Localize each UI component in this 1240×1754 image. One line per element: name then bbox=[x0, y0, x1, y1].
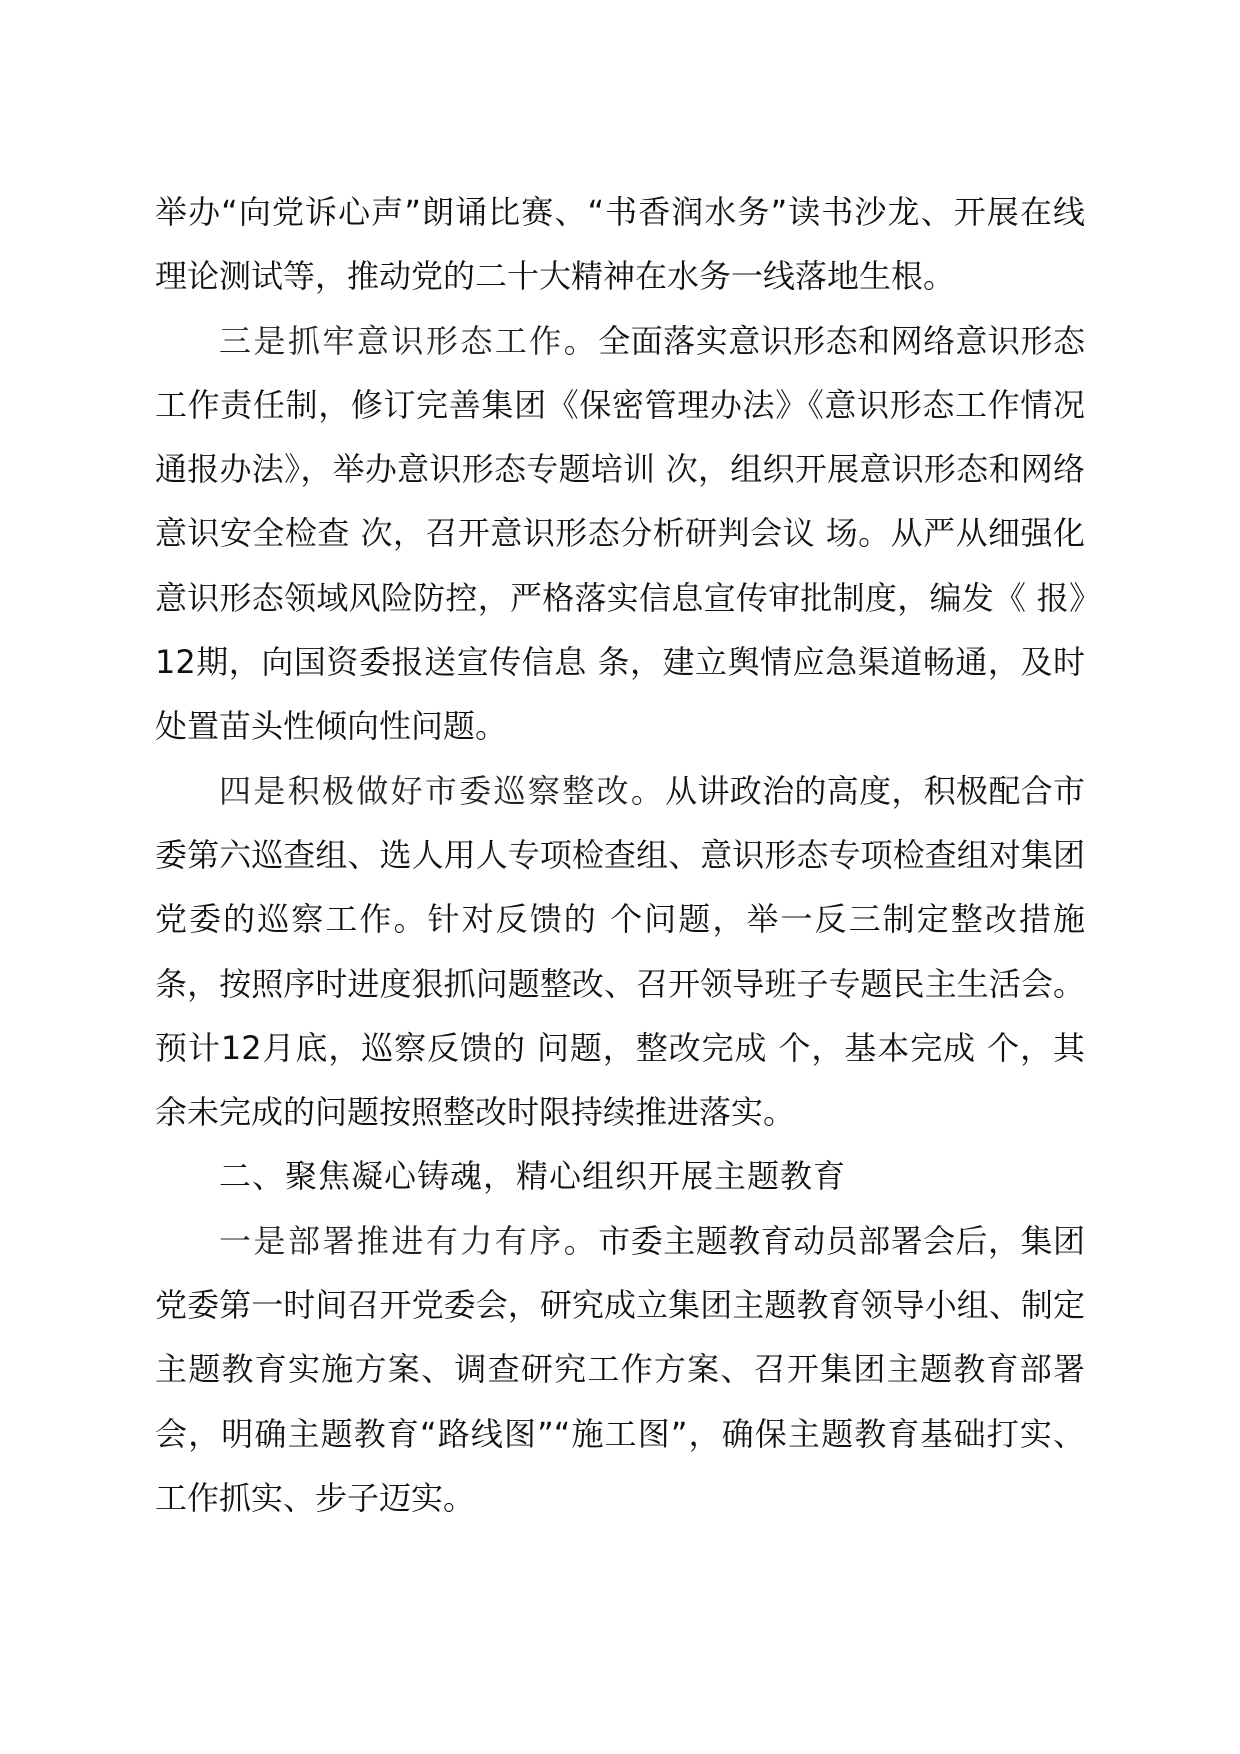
paragraph-lead: 四是积极做好市委巡察整改。 bbox=[219, 771, 666, 810]
paragraph-lead: 一是部署推进有力有序。 bbox=[219, 1221, 599, 1260]
paragraph-text: 从讲政治的高度，积极配合市委第六巡查组、选人用人专项检查组、意识形态专项检查组对集团党委的巡察工作。针对反馈的 个问题，举一反三制定整改措施 条，按照序时进度狠抓问题整改、召开领导班子专题民主生活会。预计12月底，巡察反馈的 问题，整改完成 个，基本完成 个，其余未完成的问题按照整改时限持续推进落实。 bbox=[155, 771, 1085, 1132]
paragraph-text: 全面落实意识形态和网络意识形态工作责任制，修订完善集团《保密管理办法》《意识形态工作情况通报办法》，举办意识形态专题培训 次，组织开展意识形态和网络意识安全检查 次，召开意识形态分析研判会议 场。从严从细强化意识形态领域风险防控，严格落实信息宣传审批制度，编发《 报》12期，向国资委报送宣传信息 条，建立舆情应急渠道畅通，及时处置苗头性倾向性问题。 bbox=[155, 321, 1085, 746]
paragraph-lead: 三是抓牢意识形态工作。 bbox=[219, 321, 599, 360]
paragraph-text: 市委主题教育动员部署会后，集团党委第一时间召开党委会，研究成立集团主题教育领导小组、制定主题教育实施方案、调查研究工作方案、召开集团主题教育部署会，明确主题教育“路线图”“施工图”，确保主题教育基础打实、工作抓实、步子迈实。 bbox=[155, 1221, 1085, 1517]
paragraph-continued bbox=[155, 180, 1085, 309]
paragraph-deployment bbox=[155, 1209, 1085, 1530]
paragraph-text: 举办“向党诉心声”朗诵比赛、“书香润水务”读书沙龙、开展在线理论测试等，推动党的二十大精神在水务一线落地生根。 bbox=[155, 193, 1085, 296]
document-body bbox=[155, 180, 1085, 1530]
paragraph-ideology-work bbox=[155, 309, 1085, 759]
section-heading bbox=[155, 1144, 1085, 1208]
paragraph-inspection-rectification bbox=[155, 759, 1085, 1145]
section-heading-text: 二、聚焦凝心铸魂，精心组织开展主题教育 bbox=[219, 1157, 847, 1196]
